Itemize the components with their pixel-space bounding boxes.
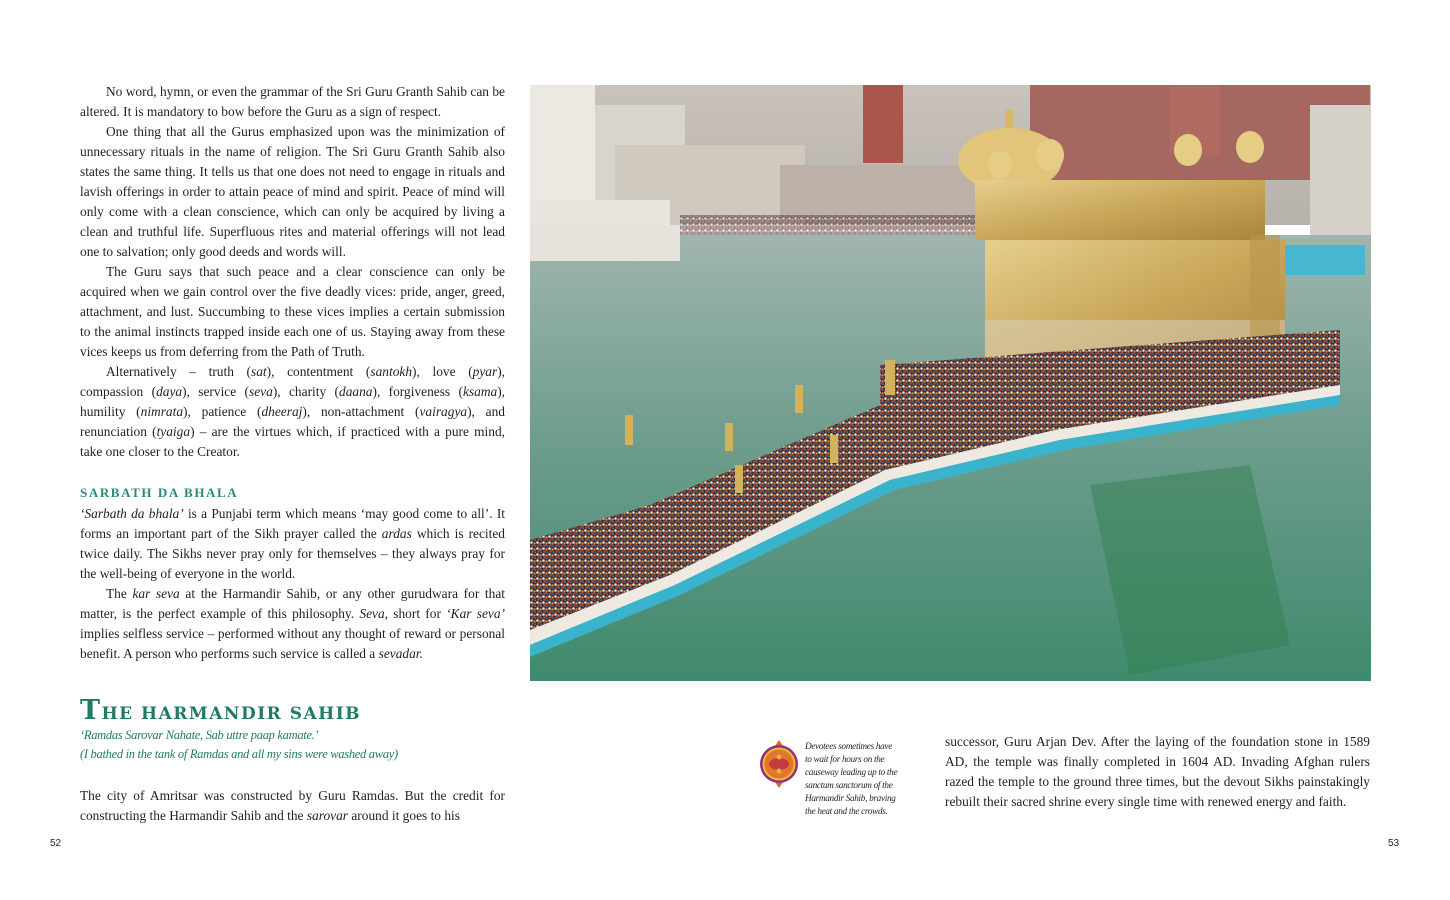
continuation-text-block: [945, 732, 1370, 812]
paragraph: The kar seva at the Harmandir Sahib, or any other gurudwara for that matter, is the perfect example of this philosophy. Seva, short for ‘Kar seva’ implies selfless service – performed without any thought of reward or personal benefit. A person who performs such service is called a sevadar.: [80, 586, 505, 661]
harmandir-text-block: [80, 786, 505, 826]
paragraph: No word, hymn, or even the grammar of the Sri Guru Granth Sahib can be altered. It is mandatory to bow before the Guru as a sign of respect.: [80, 84, 505, 119]
intro-text-block: [80, 82, 505, 462]
golden-temple-photo: [530, 85, 1371, 681]
page-number-left: 52: [50, 838, 62, 849]
caption-text: Devotees sometimes have to wait for hours on the causeway leading up to the sanctum sanctorum of the Harmandir Sahib, braving the heat and the crowds.: [805, 741, 898, 816]
quote-translation: (I bathed in the tank of Ramdas and all my sins were washed away): [80, 747, 398, 761]
paragraph: successor, Guru Arjan Dev. After the laying of the foundation stone in 1589 AD, the temple was finally completed in 1604 AD. Invading Afghan rulers razed the temple to the ground three times, but the devout Sikhs painstakingly rebuilt their sacred shrine every single time with renewed energy and faith.: [945, 734, 1370, 809]
section-heading-sarbath: SARBATH DA BHALA: [80, 485, 239, 500]
section-title-harmandir-sahib: THE HARMANDIR SAHIB: [80, 695, 362, 726]
page-number-right: 53: [1388, 838, 1400, 849]
paragraph: One thing that all the Gurus emphasized upon was the minimization of unnecessary rituals in the name of religion. The Sri Guru Granth Sahib also states the same thing. It tells us that one does not need to engage in rituals and lavish offerings in order to attain peace of mind and spirit. Peace of mind will only come with a clean conscience, which can only be acquired by living a clean and truthful life. Superfluous rites and material offerings will not lead one to salvation; only good deeds and words will.: [80, 124, 505, 259]
photo-illustration: [530, 85, 1371, 681]
paragraph: The city of Amritsar was constructed by Guru Ramdas. But the credit for constructing the Harmandir Sahib and the sarovar around it goes to his: [80, 788, 505, 823]
quote-line: ‘Ramdas Sarovar Nahate, Sab uttre paap kamate.’: [80, 728, 319, 742]
sarbath-section: [80, 483, 505, 664]
paragraph: ‘Sarbath da bhala’ is a Punjabi term which means ‘may good come to all’. It forms an important part of the Sikh prayer called the ardas which is recited twice daily. The Sikhs never pray only for themselves – they always pray for the well-being of everyone in the world.: [80, 506, 506, 581]
ornament-medallion-icon: [758, 740, 800, 788]
virtues-paragraph: Alternatively – truth (sat), contentment (santokh), love (pyar), compassion (daya), service (seva), charity (daana), forgiveness (ksama), humility (nimrata), patience (dheeraj), non-attachment (vairagya), and renunciation (tyaiga) – are the virtues which, if practiced with a pure mind, take one closer to the Creator.: [80, 364, 506, 459]
epigraph-quote: [80, 726, 520, 764]
paragraph: The Guru says that such peace and a clear conscience can only be acquired when we gain control over the five deadly vices: pride, anger, greed, attachment, and lust. Succumbing to these vices implies a certain submission to the animal instincts trapped inside each one of us. Staying away from these vices keeps us from deferring from the Path of Truth.: [80, 264, 505, 359]
